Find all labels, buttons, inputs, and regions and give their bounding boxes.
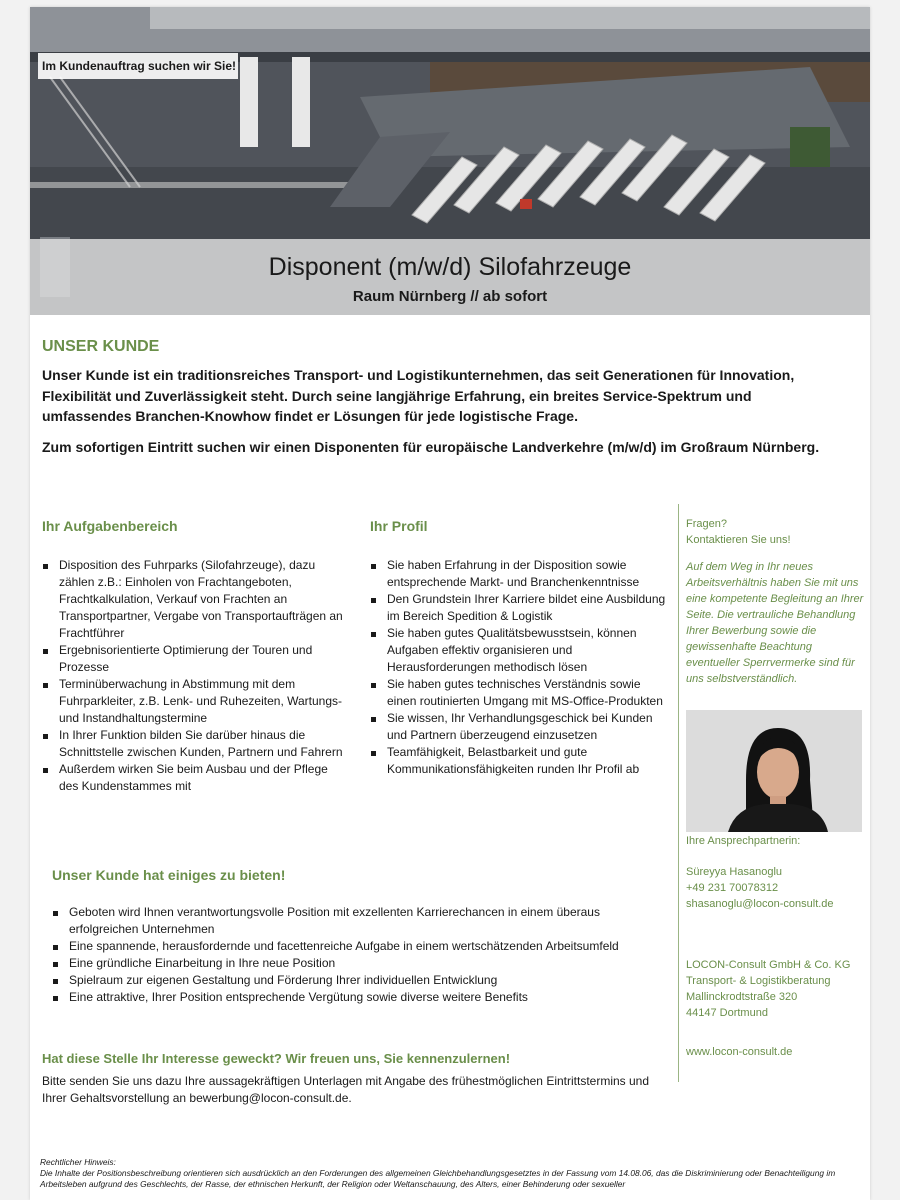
sidebar-intro: Auf dem Weg in Ihr neues Arbeitsverhältnis haben Sie mit uns eine kompetente Begleitung an Ihrer Seite. Die vertrauliche Behandlung Ihrer Bewerbung sowie die gewissenhafte Beachtung eventueller Sperrvermerke sind für uns selbstverständlich. [686, 561, 864, 685]
contact-email[interactable]: shasanoglu@locon-consult.de [686, 898, 834, 910]
list-item: Eine spannende, herausfordernde und facettenreiche Aufgabe in einem wertschätzenden Arbeitsumfeld [52, 938, 652, 955]
offer-list [52, 904, 652, 1006]
sidebar-divider [678, 504, 679, 1082]
apply-text-end: . [348, 1091, 352, 1105]
list-item: Terminüberwachung in Abstimmung mit dem Fuhrparkleiter, z.B. Lenk- und Ruhezeiten, Wartungs- und Instandhaltungstermine [42, 676, 348, 727]
job-title: Disponent (m/w/d) Silofahrzeuge [268, 253, 632, 281]
list-item: Sie haben gutes technisches Verständnis sowie einen routinierten Umgang mit MS-Office-Produkten [370, 676, 670, 710]
contact-phone[interactable]: +49 231 70078312 [686, 882, 779, 894]
application-email-link[interactable]: bewerbung@locon-consult.de [189, 1091, 349, 1105]
list-item: Außerdem wirken Sie beim Ausbau und der Pflege des Kundenstammes mit [42, 761, 348, 795]
tasks-heading: Ihr Aufgabenbereich [42, 518, 178, 534]
list-item: Sie haben Erfahrung in der Disposition sowie entsprechende Markt- und Branchenkenntnisse [370, 557, 670, 591]
company-name: LOCON-Consult GmbH & Co. KG [686, 959, 851, 971]
company-website[interactable]: www.locon-consult.de [686, 1046, 793, 1058]
client-description [42, 365, 832, 457]
apply-instructions: Bitte senden Sie uns dazu Ihre aussagekräftigen Unterlagen mit Angabe des frühestmöglichen Eintrittstermins und Ihrer Gehaltsvorstellung an [42, 1074, 650, 1105]
apply-heading: Hat diese Stelle Ihr Interesse geweckt? Wir freuen uns, Sie kennenzulernen! [42, 1051, 511, 1066]
list-item: Sie haben gutes Qualitätsbewusstsein, können Aufgaben effektiv organisieren und Herausforderungen methodisch lösen [370, 625, 670, 676]
company-street: Mallinckrodtstraße 320 [686, 991, 798, 1003]
legal-notice [40, 1157, 866, 1190]
list-item: Ergebnisorientierte Optimierung der Touren und Prozesse [42, 642, 348, 676]
list-item: Disposition des Fuhrparks (Silofahrzeuge), dazu zählen z.B.: Einholen von Frachtangeboten, Frachtkalkulation, Verkauf von Frachten an Transportpartner, Vergabe von Transportaufträgen an Frachtführer [42, 557, 348, 642]
offer-heading: Unser Kunde hat einiges zu bieten! [52, 867, 286, 883]
contact-details [686, 864, 866, 912]
company-city: 44147 Dortmund [686, 1007, 768, 1019]
job-location: Raum Nürnberg // ab sofort [352, 288, 548, 305]
list-item: Eine gründliche Einarbeitung in Ihre neue Position [52, 955, 652, 972]
profile-list [370, 557, 670, 778]
list-item: In Ihrer Funktion bilden Sie darüber hinaus die Schnittstelle zwischen Kunden, Partnern und Fahrern [42, 727, 348, 761]
list-item: Den Grundstein Ihrer Karriere bildet eine Ausbildung im Bereich Spedition & Logistik [370, 591, 670, 625]
sidebar-question [686, 516, 866, 548]
contact-us-label: Kontaktieren Sie uns! [686, 534, 791, 546]
client-paragraph: Unser Kunde ist ein traditionsreiches Transport- und Logistikunternehmen, das seit Generationen für Innovation, Flexibilität und Zuverlässigkeit steht. Durch seine langjährige Erfahrung, ein breites Service-Spektrum und umfassendes Branchen-Knowhow findet er Lösungen für jede logistische Frage. [42, 367, 795, 424]
vacancy-paragraph: Zum sofortigen Eintritt suchen wir einen Disponenten für europäische Landverkehre (m/w/d) im Großraum Nürnberg. [42, 438, 820, 455]
list-item: Spielraum zur eigenen Gestaltung und Förderung Ihrer individuellen Entwicklung [52, 972, 652, 989]
contact-name: Süreyya Hasanoglu [686, 866, 783, 878]
hero-banner [30, 7, 870, 315]
list-item: Teamfähigkeit, Belastbarkeit und gute Kommunikationsfähigkeiten runden Ihr Profil ab [370, 744, 670, 778]
apply-text [42, 1073, 662, 1107]
list-item: Eine attraktive, Ihrer Position entsprechende Vergütung sowie diverse weitere Benefits [52, 989, 652, 1006]
client-order-tag: Im Kundenauftrag suchen wir Sie! [38, 53, 238, 79]
tasks-list [42, 557, 348, 795]
list-item: Geboten wird Ihnen verantwortungsvolle Position mit exzellenten Karrierechancen in einem überaus erfolgreichen Unternehmen [52, 904, 652, 938]
legal-heading: Rechtlicher Hinweis: [40, 1157, 116, 1167]
title-band [30, 239, 870, 315]
client-heading: UNSER KUNDE [42, 338, 160, 355]
company-address [686, 957, 866, 1021]
question-label: Fragen? [686, 518, 727, 530]
contact-label: Ihre Ansprechpartnerin: [686, 835, 801, 847]
legal-text: Die Inhalte der Positionsbeschreibung orientieren sich ausdrücklich an den Forderungen des allgemeinen Gleichbehandlungsgesetztes in der Fassung vom 14.08.06, das die Diskriminierung oder Benachteiligung im Arbeitsleben aufgrund des Geschlechts, der Rasse, der ethnischen Herkunft, der Religion oder Weltanschauung, des Alters, einer Behinderung oder sexueller [40, 1168, 836, 1189]
company-description: Transport- & Logistikberatung [686, 975, 831, 987]
list-item: Sie wissen, Ihr Verhandlungsgeschick bei Kunden und Partnern überzeugend einzusetzen [370, 710, 670, 744]
job-ad-page [30, 7, 870, 1200]
contact-photo [686, 710, 862, 832]
profile-heading: Ihr Profil [370, 518, 428, 534]
